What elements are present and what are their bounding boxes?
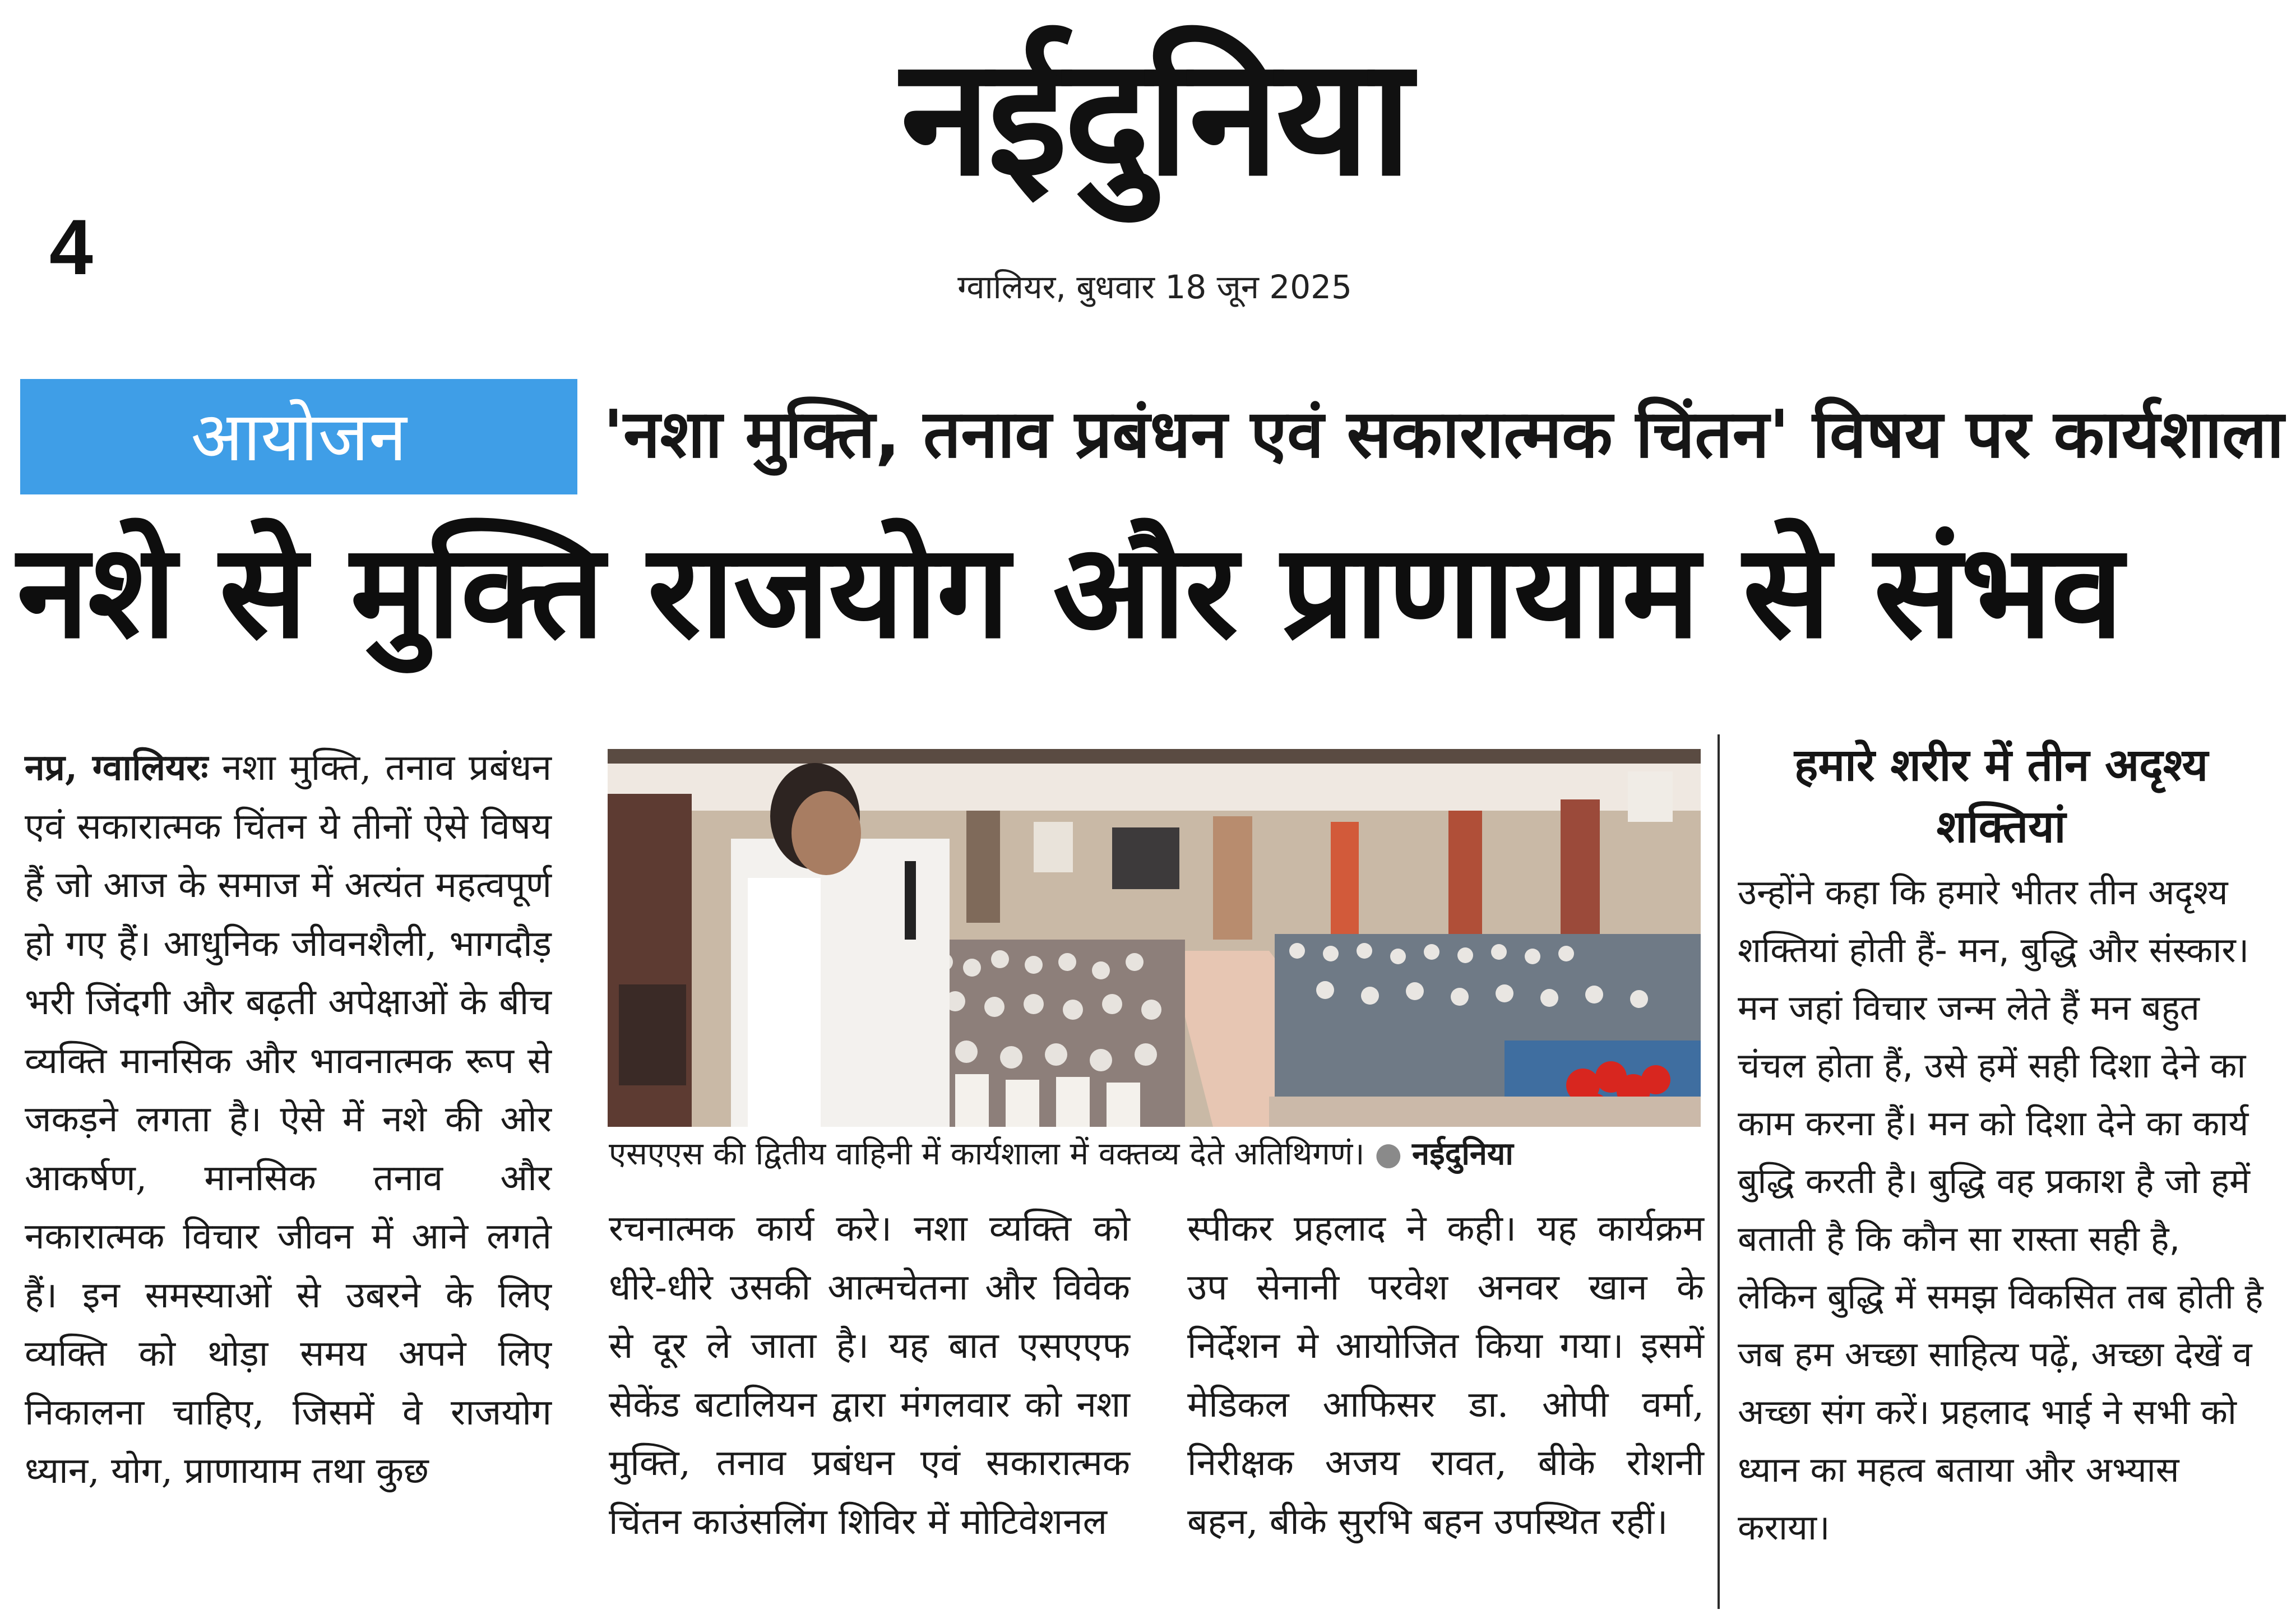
event-photo	[608, 749, 1701, 1127]
article-column-2: रचनात्मक कार्य करे। नशा व्यक्ति को धीरे-धीरे उसकी आत्मचेतना और विवेक से दूर ले जाता है। यह बात एसएएफ सेकेंड बटालियन द्वारा मंगलवार को नशा मुक्ति, तनाव प्रबंधन एवं सकारात्मक चिंतन काउंसलिंग शिविर में मोटिवेशनल	[609, 1208, 1130, 1543]
section-tag: आयोजन	[20, 379, 577, 494]
photo-credit-icon: ●	[1374, 1136, 1402, 1172]
photo-credit: नईदुनिया	[1412, 1136, 1513, 1172]
page-number: 4	[49, 203, 93, 291]
article-column-3: स्पीकर प्रहलाद ने कही। यह कार्यक्रम उप सेनानी परवेश अनवर खान के निर्देशन मे आयोजित किया गया। इसमें मेडिकल आफिसर डा. ओपी वर्मा, निरीक्षक अजय रावत, बीके रोशनी बहन, बीके सुरभि बहन उपस्थित रहीं।	[1187, 1208, 1704, 1543]
article-dateline: नप्र, ग्वालियरः	[25, 747, 209, 789]
sidebar-heading: हमारे शरीर में तीन अदृश्य शक्तियां	[1794, 739, 2209, 853]
event-photo-graphic	[608, 749, 1701, 1127]
article-headline: नशे से मुक्ति राजयोग और प्राणायाम से संभव	[17, 516, 2122, 667]
photo-caption	[609, 1129, 1702, 1180]
edition-dateline: ग्वालियर, बुधवार 18 जून 2025	[957, 268, 1352, 306]
column-divider	[1718, 734, 1720, 1609]
article-kicker: 'नशा मुक्ति, तनाव प्रबंधन एवं सकारात्मक चिंतन' विषय पर कार्यशाला	[603, 395, 2284, 473]
sidebar-text: उन्होंने कहा कि हमारे भीतर तीन अदृश्य शक्तियां होती हैं- मन, बुद्धि और संस्कार। मन जहां विचार जन्म लेते हैं मन बहुत चंचल होता हैं, उसे हमें सही दिशा देने का काम करना हैं। मन को दिशा देने का कार्य बुद्धि करती है। बुद्धि वह प्रकाश है जो हमें बताती है कि कौन सा रास्ता सही है, लेकिन बुद्धि में समझ विकसित तब होती है जब हम अच्छा साहित्य पढ़ें, अच्छा देखें व अच्छा संग करें। प्रहलाद भाई ने सभी को ध्यान का महत्व बताया और अभ्यास कराया।	[1738, 872, 2263, 1548]
newspaper-masthead: नईदुनिया	[900, 23, 1409, 212]
photo-caption-text: एसएएस की द्वितीय वाहिनी में कार्यशाला में वक्तव्य देते अतिथिगणं।	[609, 1136, 1365, 1172]
article-column-1	[25, 739, 552, 1613]
article-column-1-text: नशा मुक्ति, तनाव प्रबंधन एवं सकारात्मक चिंतन ये तीनों ऐसे विषय हैं जो आज के समाज में अत्यंत महत्वपूर्ण हो गए हैं। आधुनिक जीवनशैली, भागदौड़ भरी जिंदगी और बढ़ती अपेक्षाओं के बीच व्यक्ति मानसिक और भावनात्मक रूप से जकड़ने लगता है। ऐसे में नशे की ओर आकर्षण, मानसिक तनाव और नकारात्मक विचार जीवन में आने लगते हैं। इन समस्याओं से उबरने के लिए व्यक्ति को थोड़ा समय अपने लिए निकालना चाहिए, जिसमें वे राजयोग ध्यान, योग, प्राणायाम तथा कुछ	[25, 747, 552, 1492]
